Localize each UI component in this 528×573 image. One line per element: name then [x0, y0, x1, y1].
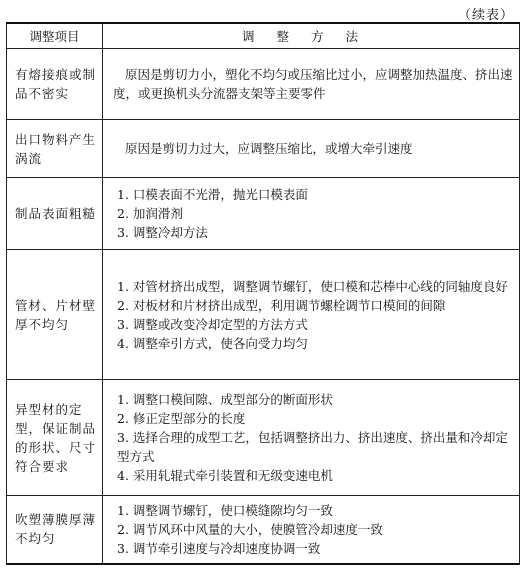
- method-step: 2. 对板材和片材挤出成型，利用调节螺栓调节口模间的间隙: [117, 297, 446, 313]
- table-row: [7, 380, 520, 496]
- method-text: 原因是剪切力小，塑化不均匀或压缩比过小，应调整加热温度、挤出速度，或更换机头分流器支架等主要零件: [113, 67, 513, 101]
- table-row: [7, 49, 520, 120]
- method-step: 3. 选择合理的成型工艺，包括调整挤出力、挤出速度、挤出量和冷却定型方式: [117, 430, 508, 464]
- method-step: 1. 对管材挤出成型，调整调节螺钉，使口模和芯棒中心线的同轴度良好: [117, 278, 508, 294]
- row-item: 有熔接痕或制品不密实: [7, 49, 103, 120]
- row-method: [103, 49, 520, 120]
- row-method: [103, 178, 520, 250]
- row-method: [103, 250, 520, 380]
- method-step: 2. 加润滑剂: [117, 206, 183, 221]
- table-row: [7, 178, 520, 250]
- row-item: 制品表面粗糙: [7, 178, 103, 250]
- table-row: [7, 250, 520, 380]
- row-item: 管材、片材壁厚不均匀: [7, 250, 103, 380]
- method-text: 原因是剪切力过大，应调整压缩比，或增大牵引速度: [125, 141, 413, 156]
- table-row: [7, 120, 520, 178]
- header-item: 调整项目: [7, 23, 103, 49]
- row-method: [103, 120, 520, 178]
- header-method: 调整方法: [103, 23, 520, 49]
- row-item: 异型材的定型，保证制品的形状、尺寸符合要求: [7, 380, 103, 496]
- row-method: [103, 496, 520, 564]
- table-row: [7, 496, 520, 564]
- adjustment-table: [6, 22, 520, 565]
- method-step: 1. 调整调节螺钉，使口模缝隙均匀一致: [117, 502, 333, 518]
- method-steps: [113, 501, 513, 558]
- row-item: 出口物料产生涡流: [7, 120, 103, 178]
- method-step: 4. 采用轧辊式牵引装置和无级变速电机: [117, 468, 333, 483]
- method-step: 1. 口模表面不光滑，抛光口模表面: [117, 187, 308, 202]
- method-steps: [113, 390, 513, 485]
- row-item: 吹塑薄膜厚薄不均匀: [7, 496, 103, 564]
- method-step: 3. 调节牵引速度与冷却速度协调一致: [117, 540, 321, 556]
- continued-label: （续表）: [457, 8, 514, 23]
- row-method: [103, 380, 520, 496]
- method-step: 3. 调整冷却方法: [117, 225, 208, 240]
- method-steps: [113, 277, 513, 353]
- method-step: 4. 调整牵引方式，使各向受力均匀: [117, 335, 308, 351]
- method-step: 3. 调整或改变冷却定型的方法方式: [117, 316, 308, 332]
- method-step: 1. 调整口模间隙、成型部分的断面形状: [117, 392, 333, 407]
- method-step: 2. 调节风环中风量的大小，使膜管冷却速度一致: [117, 521, 383, 537]
- method-steps: [113, 185, 513, 242]
- table-header-row: [7, 23, 520, 49]
- method-step: 2. 修正定型部分的长度: [117, 411, 246, 426]
